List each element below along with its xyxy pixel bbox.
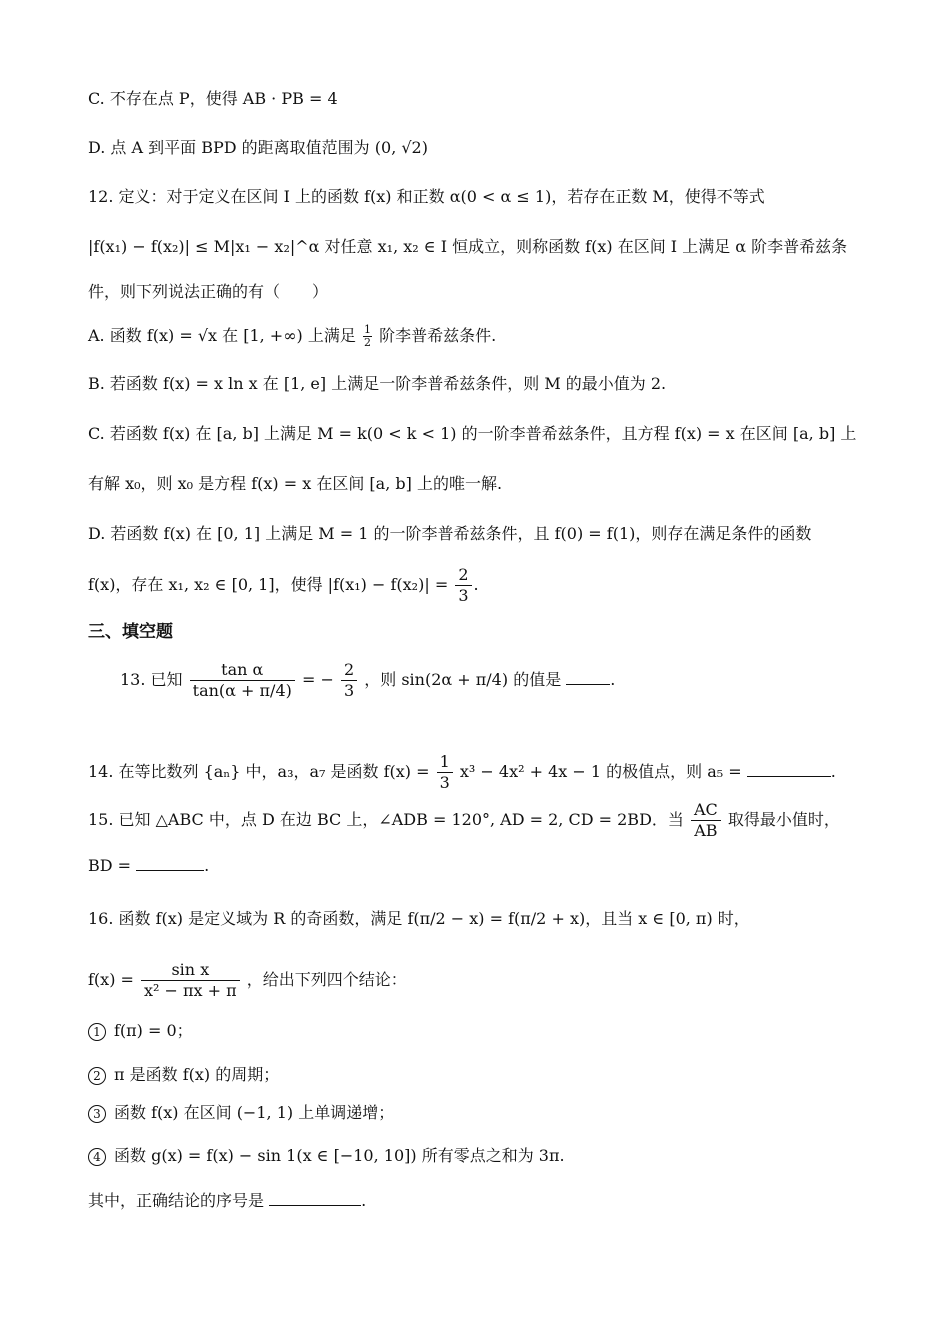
- circled-number: 4: [88, 1148, 106, 1166]
- q11-option-c: C. 不存在点 P，使得 AB · PB = 4: [88, 89, 338, 108]
- q12-option-a-fraction: [363, 324, 372, 349]
- fraction-denominator: 3: [343, 681, 355, 700]
- q11-option-d: D. 点 A 到平面 BPD 的距离取值范围为 (0, √2): [88, 138, 428, 157]
- q14-suffix: x³ − 4x² + 4x − 1 的极值点，则 a₅ =: [459, 762, 742, 781]
- fraction-denominator: 2: [363, 336, 371, 349]
- fraction-numerator: AC: [691, 800, 721, 821]
- q13-equals: = −: [301, 670, 334, 689]
- q16-function-definition: [88, 960, 407, 1001]
- q12-option-b: B. 若函数 f(x) = x ln x 在 [1, e] 上满足一阶李普希兹条件，则 M 的最小值为 2.: [88, 374, 667, 393]
- q16-conclusion-3: 3 函数 f(x) 在区间 (−1, 1) 上单调递增；: [88, 1102, 394, 1124]
- q16-conclusion-4: 4 函数 g(x) = f(x) − sin 1(x ∈ [−10, 10]) 所有零点之和为 3π.: [88, 1145, 565, 1167]
- answer-blank[interactable]: [566, 670, 610, 685]
- q13-middle: ，则 sin(2α + π/4) 的值是: [364, 670, 562, 689]
- q16-fraction: [141, 960, 240, 1001]
- answer-blank[interactable]: [747, 762, 831, 777]
- q15-fraction: [691, 800, 721, 841]
- q12-option-d-text: f(x)，存在 x₁, x₂ ∈ [0, 1]，使得 |f(x₁) − f(x₂)| =: [88, 575, 449, 594]
- fraction-numerator: 2: [341, 660, 357, 681]
- fraction-denominator: 3: [439, 773, 450, 792]
- q13-rhs-fraction: [341, 660, 357, 701]
- section-heading-fill-in: 三、填空题: [88, 622, 173, 642]
- q16-lhs: f(x) =: [88, 970, 134, 989]
- fraction-numerator: sin x: [141, 960, 240, 981]
- q12-stem-line3: 件，则下列说法正确的有（ ）: [88, 282, 329, 301]
- q12-option-c-line2: 有解 x₀，则 x₀ 是方程 f(x) = x 在区间 [a, b] 上的唯一解.: [88, 474, 503, 493]
- q12-option-d-fraction: [455, 565, 471, 606]
- q16-stem-line1: 16. 函数 f(x) 是定义域为 R 的奇函数，满足 f(π/2 − x) = f(π/2 + x)，且当 x ∈ [0, π) 时，: [88, 909, 750, 928]
- fraction-numerator: 2: [455, 565, 471, 586]
- q15-prefix: 15. 已知 △ABC 中，点 D 在边 BC 上，∠ADB = 120°, AD = 2, CD = 2BD．当: [88, 810, 684, 829]
- q12-stem-line1: 12. 定义：对于定义在区间 I 上的函数 f(x) 和正数 α(0 < α ≤ 1)，若存在正数 M，使得不等式: [88, 187, 765, 206]
- q13-main-fraction: [190, 660, 295, 701]
- answer-blank[interactable]: [269, 1191, 361, 1206]
- q14: 14. 在等比数列 {aₙ} 中，a₃，a₇ 是函数 f(x) = $\frac{1}{3}$ x³ − 4x² + 4x − 1 的极值点，则 a₅ = .: [88, 752, 836, 792]
- circled-number: 1: [88, 1023, 106, 1041]
- q14-fraction: [437, 752, 453, 793]
- circled-number: 3: [88, 1105, 106, 1123]
- q16-conclusion-1: 1 f(π) = 0；: [88, 1020, 193, 1042]
- answer-blank[interactable]: [136, 856, 204, 871]
- q15-suffix: 取得最小值时，: [727, 810, 840, 829]
- q12-stem-line2: |f(x₁) − f(x₂)| ≤ M|x₁ − x₂|^α 对任意 x₁, x₂ ∈ I 恒成立，则称函数 f(x) 在区间 I 上满足 α 阶李普希兹条: [88, 237, 848, 256]
- q12-option-a: [88, 324, 496, 349]
- q13: 13. 已知 $\frac{\text{tan α}}{\tan(\alpha + \pi/4)}$ = − $\frac{2}{3}$ ，则 sin(2α + π/4) 的值是 .: [120, 660, 616, 700]
- q15-line2: BD = .: [88, 856, 210, 875]
- fraction-numerator: 1: [437, 752, 453, 773]
- q15-bd: BD =: [88, 856, 132, 875]
- fraction-denominator: 3: [458, 586, 469, 605]
- fraction-numerator: tan α: [190, 660, 295, 681]
- q15: [88, 800, 840, 841]
- q16-answer-line: 其中，正确结论的序号是 .: [88, 1191, 367, 1210]
- q12-option-a-text: A. 函数 f(x) = √x 在 [1, +∞) 上满足: [88, 326, 356, 345]
- circled-number: 2: [88, 1067, 106, 1085]
- fraction-numerator: 1: [363, 323, 371, 336]
- q13-prefix: 13. 已知: [120, 670, 183, 689]
- fraction-denominator: x² − πx + π: [144, 981, 237, 1000]
- fraction-denominator: tan(α + π/4): [192, 681, 292, 700]
- fraction-denominator: AB: [694, 821, 718, 840]
- q12-option-d-line1: D. 若函数 f(x) 在 [0, 1] 上满足 M = 1 的一阶李普希兹条件，且 f(0) = f(1)，则存在满足条件的函数: [88, 524, 812, 543]
- q14-prefix: 14. 在等比数列 {aₙ} 中，a₃，a₇ 是函数 f(x) =: [88, 762, 430, 781]
- q12-option-a-tail: 阶李普希兹条件.: [379, 326, 497, 345]
- q16-suffix: ，给出下列四个结论：: [246, 970, 407, 989]
- q16-conclusion-2: 2 π 是函数 f(x) 的周期；: [88, 1064, 279, 1086]
- q12-option-d-line2: f(x)，存在 x₁, x₂ ∈ [0, 1]，使得 |f(x₁) − f(x₂)| = $\frac{2}{3}$ .: [88, 565, 479, 605]
- q12-option-c-line1: C. 若函数 f(x) 在 [a, b] 上满足 M = k(0 < k < 1) 的一阶李普希兹条件，且方程 f(x) = x 在区间 [a, b] 上: [88, 424, 857, 443]
